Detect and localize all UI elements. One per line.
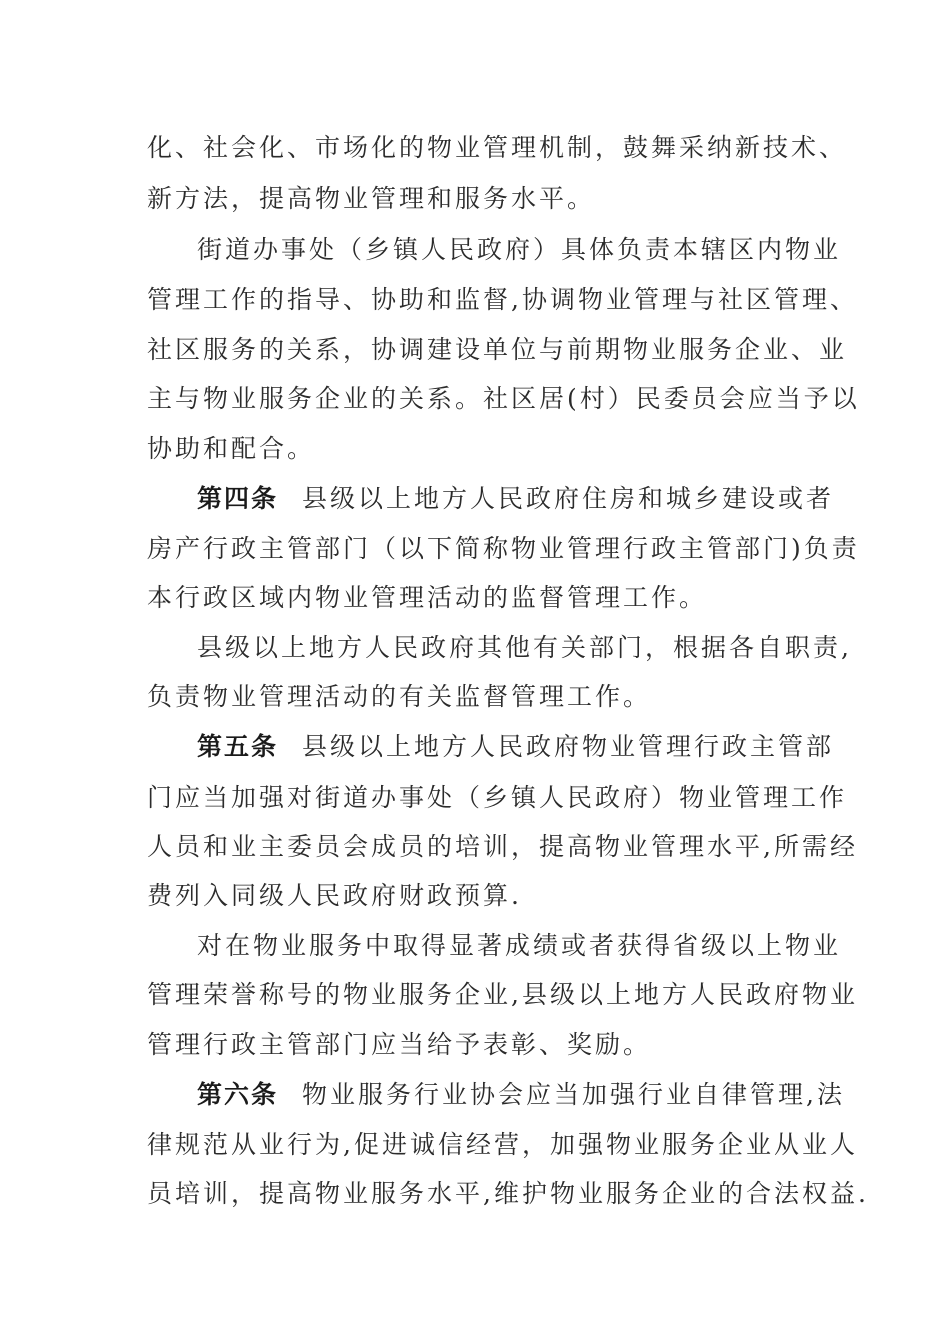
article-5-heading: 第五条 [197, 732, 279, 761]
text-segment: 县级以上地方人民政府物业管理行政主管部 [302, 732, 835, 761]
text-line: 管理工作的指导、协助和监督,协调物业管理与社区管理、 [147, 285, 858, 314]
text-line: 社区服务的关系，协调建设单位与前期物业服务企业、业 [147, 335, 848, 364]
text-line: 协助和配合。 [147, 434, 316, 463]
text-line: 费列入同级人民政府财政预算. [147, 881, 522, 910]
text-line: 街道办事处（乡镇人民政府）具体负责本辖区内物业 [197, 235, 842, 264]
text-line: 负责物业管理活动的有关监督管理工作。 [147, 682, 652, 711]
text-line: 化、社会化、市场化的物业管理机制，鼓舞采纳新技术、 [147, 133, 848, 162]
text-line: 对在物业服务中取得显著成绩或者获得省级以上物业 [197, 931, 842, 960]
text-line: 管理行政主管部门应当给予表彰、奖励。 [147, 1030, 652, 1059]
text-segment: 物业服务行业协会应当加强行业自律管理,法 [302, 1080, 845, 1109]
text-line: 主与物业服务企业的关系。社区居(村）民委员会应当予以 [147, 384, 860, 413]
text-line: 房产行政主管部门（以下简称物业管理行政主管部门)负责 [147, 534, 860, 563]
article-4-line [197, 481, 834, 517]
article-6-heading: 第六条 [197, 1080, 279, 1109]
text-line: 律规范从业行为,促进诚信经营，加强物业服务企业从业人 [147, 1130, 858, 1159]
article-6-line [197, 1077, 845, 1113]
text-line: 人员和业主委员会成员的培训，提高物业管理水平,所需经 [147, 832, 858, 861]
text-line: 县级以上地方人民政府其他有关部门，根据各自职责, [197, 633, 852, 662]
text-line: 门应当加强对街道办事处（乡镇人民政府）物业管理工作 [147, 783, 848, 812]
text-segment: 县级以上地方人民政府住房和城乡建设或者 [302, 484, 835, 513]
article-4-heading: 第四条 [197, 484, 279, 513]
text-line: 管理荣誉称号的物业服务企业,县级以上地方人民政府物业 [147, 980, 858, 1009]
text-line: 本行政区域内物业管理活动的监督管理工作。 [147, 583, 708, 612]
text-line: 员培训，提高物业服务水平,维护物业服务企业的合法权益. [147, 1179, 869, 1208]
text-line: 新方法，提高物业管理和服务水平。 [147, 184, 596, 213]
article-5-line [197, 729, 834, 765]
